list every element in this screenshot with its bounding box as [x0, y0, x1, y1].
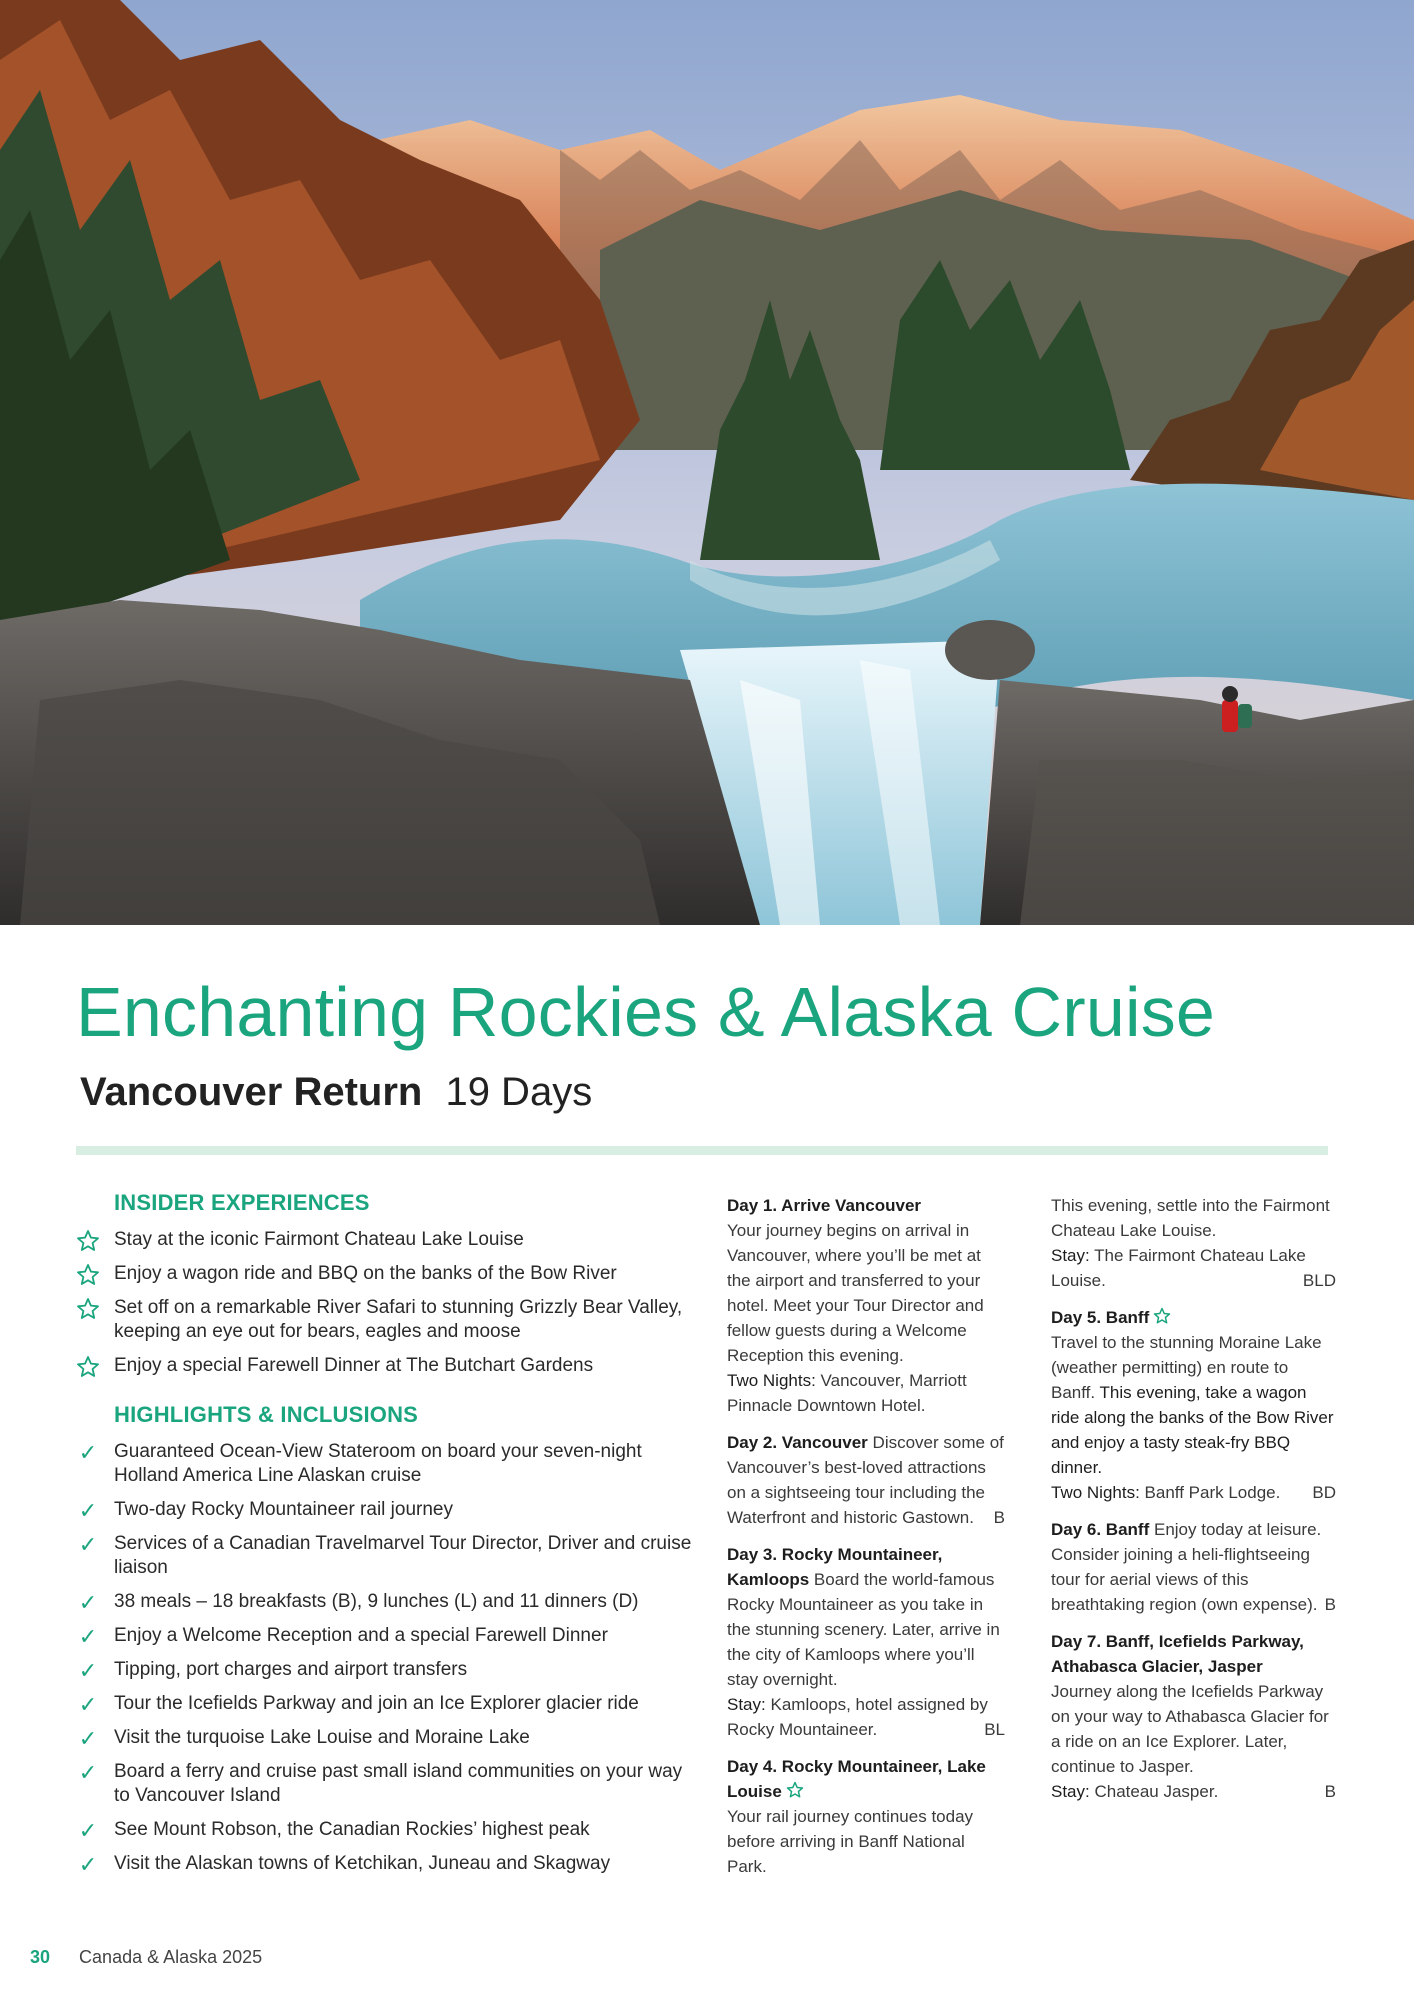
list-item-text: Visit the Alaskan towns of Ketchikan, Juneau and Skagway	[114, 1853, 611, 1874]
list-item-text: Board a ferry and cruise past small island communities on your way to Vancouver Island	[114, 1761, 683, 1806]
stay-label: Stay:	[1051, 1782, 1090, 1801]
day-heading: Day 4. Rocky Mountaineer, Lake Louise	[727, 1757, 986, 1801]
meal-code: BL	[984, 1720, 1005, 1739]
meal-code: B	[1324, 1595, 1336, 1614]
list-item-text: Services of a Canadian Travelmarvel Tour Director, Driver and cruise liaison	[114, 1533, 692, 1578]
checkmark-icon: ✓	[78, 1532, 98, 1557]
list-item-text: Enjoy a special Farewell Dinner at The Butchart Gardens	[114, 1355, 594, 1376]
day-heading: Day 1. Arrive Vancouver	[727, 1196, 922, 1215]
stay-value: Kamloops, hotel assigned by Rocky Mountaineer.	[727, 1695, 988, 1739]
day-heading: Day 7. Banff, Icefields Parkway, Athabasca Glacier, Jasper	[1051, 1632, 1304, 1676]
list-item-text: Enjoy a Welcome Reception and a special Farewell Dinner	[114, 1625, 608, 1646]
day-text: Enjoy today at leisure. Consider joining a heli-flightseeing tour for aerial views of this breathtaking region (own expense).	[1051, 1520, 1322, 1614]
page-footer	[30, 1947, 262, 1968]
day-text: Travel to the stunning Moraine Lake (weather permitting) en route to Banff.	[1051, 1333, 1322, 1402]
day-text: This evening, settle into the Fairmont Chateau Lake Louise.	[1051, 1196, 1330, 1240]
list-item	[76, 1354, 696, 1378]
itinerary-column-2	[1051, 1193, 1336, 1816]
day-text: Discover some of Vancouver’s best-loved attractions on a sightseeing tour including the Waterfront and historic Gastown.	[727, 1433, 1004, 1527]
stay-label: Two Nights:	[1051, 1483, 1140, 1502]
highlights-list	[76, 1440, 696, 1876]
day-4-continued	[1051, 1193, 1336, 1293]
checkmark-icon: ✓	[78, 1692, 98, 1717]
page-title: Enchanting Rockies & Alaska Cruise	[76, 973, 1216, 1051]
page-number: 30	[30, 1947, 51, 1967]
checkmark-icon: ✓	[78, 1440, 98, 1465]
day-text: Journey along the Icefields Parkway on your way to Athabasca Glacier for a ride on an Ice Explorer. Later, continue to Jasper.	[1051, 1682, 1329, 1776]
day-text: Board the world-famous Rocky Mountaineer as you take in the stunning scenery. Later, arrive in the city of Kamloops where you’ll stay overnight.	[727, 1570, 1000, 1689]
list-item	[76, 1658, 696, 1682]
day-7	[1051, 1629, 1336, 1804]
day-3	[727, 1542, 1005, 1742]
stay-value: The Fairmont Chateau Lake Louise.	[1051, 1246, 1306, 1290]
list-item	[76, 1440, 696, 1488]
stay-value: Banff Park Lodge.	[1144, 1483, 1281, 1502]
checkmark-icon: ✓	[78, 1818, 98, 1843]
checkmark-icon: ✓	[78, 1590, 98, 1615]
hero-photo	[0, 0, 1414, 925]
list-item	[76, 1818, 696, 1842]
day-5	[1051, 1305, 1336, 1505]
day-heading: Day 6. Banff	[1051, 1520, 1150, 1539]
checkmark-icon: ✓	[78, 1658, 98, 1683]
list-item	[76, 1296, 696, 1344]
list-item-text: Tipping, port charges and airport transfers	[114, 1659, 468, 1680]
stay-label: Two Nights:	[727, 1371, 816, 1390]
route: Vancouver Return	[80, 1070, 423, 1114]
stay-value: Chateau Jasper.	[1094, 1782, 1219, 1801]
day-heading: Day 5. Banff	[1051, 1308, 1150, 1327]
list-item	[76, 1590, 696, 1614]
checkmark-icon: ✓	[78, 1852, 98, 1877]
checkmark-icon: ✓	[78, 1624, 98, 1649]
features-column	[76, 1190, 696, 1886]
star-outline-icon	[76, 1297, 100, 1321]
day-1	[727, 1193, 1005, 1418]
list-item	[76, 1262, 696, 1286]
list-item-text: Visit the turquoise Lake Louise and Moraine Lake	[114, 1727, 530, 1748]
list-item-text: See Mount Robson, the Canadian Rockies’ highest peak	[114, 1819, 590, 1840]
list-item-text: Stay at the iconic Fairmont Chateau Lake Louise	[114, 1229, 524, 1250]
divider	[76, 1146, 1328, 1155]
insider-heading: INSIDER EXPERIENCES	[114, 1190, 370, 1215]
publication-name: Canada & Alaska 2025	[79, 1947, 263, 1967]
meal-code: BLD	[1302, 1271, 1336, 1290]
stay-label: Stay:	[727, 1695, 766, 1714]
list-item-text: Set off on a remarkable River Safari to stunning Grizzly Bear Valley, keeping an eye out for bears, eagles and moose	[114, 1297, 683, 1342]
stay-value: Vancouver, Marriott Pinnacle Downtown Hotel.	[727, 1371, 967, 1415]
checkmark-icon: ✓	[78, 1726, 98, 1751]
day-6	[1051, 1517, 1336, 1617]
list-item	[76, 1692, 696, 1716]
star-outline-icon	[76, 1355, 100, 1379]
day-text: Your rail journey continues today before arriving in Banff National Park.	[727, 1807, 974, 1876]
day-2	[727, 1430, 1005, 1530]
list-item-text: Enjoy a wagon ride and BBQ on the banks of the Bow River	[114, 1263, 617, 1284]
list-item	[76, 1852, 696, 1876]
star-outline-icon	[1153, 1307, 1171, 1325]
list-item	[76, 1760, 696, 1808]
meal-code: B	[993, 1508, 1005, 1527]
meal-code: B	[1324, 1782, 1336, 1801]
meal-code: BD	[1312, 1483, 1336, 1502]
list-item	[76, 1498, 696, 1522]
duration: 19 Days	[445, 1070, 593, 1114]
star-outline-icon	[76, 1263, 100, 1287]
highlights-heading: HIGHLIGHTS & INCLUSIONS	[114, 1402, 419, 1427]
itinerary-column-1	[727, 1193, 1005, 1891]
list-item	[76, 1532, 696, 1580]
list-item	[76, 1228, 696, 1252]
stay-label: Stay:	[1051, 1246, 1090, 1265]
checkmark-icon: ✓	[78, 1498, 98, 1523]
day-4	[727, 1754, 1005, 1879]
checkmark-icon: ✓	[78, 1760, 98, 1785]
list-item-text: Tour the Icefields Parkway and join an Ice Explorer glacier ride	[114, 1693, 639, 1714]
list-item	[76, 1624, 696, 1648]
trip-subtitle	[80, 1070, 592, 1115]
list-item-text: 38 meals – 18 breakfasts (B), 9 lunches (L) and 11 dinners (D)	[114, 1591, 639, 1612]
day-text-emphasis: This evening, take a wagon ride along the banks of the Bow River and enjoy a tasty steak-fry BBQ dinner.	[1051, 1383, 1334, 1477]
list-item-text: Two-day Rocky Mountaineer rail journey	[114, 1499, 453, 1520]
list-item-text: Guaranteed Ocean-View Stateroom on board your seven-night Holland America Line Alaskan cruise	[114, 1441, 642, 1486]
day-heading: Day 3. Rocky Mountaineer, Kamloops	[727, 1545, 943, 1589]
star-outline-icon	[786, 1781, 804, 1799]
insider-list	[76, 1228, 696, 1378]
star-outline-icon	[76, 1229, 100, 1253]
day-heading: Day 2. Vancouver	[727, 1433, 868, 1452]
mountain-waterfall-illustration	[0, 0, 1414, 925]
list-item	[76, 1726, 696, 1750]
day-text: Your journey begins on arrival in Vancouver, where you’ll be met at the airport and transferred to your hotel. Meet your Tour Director and fellow guests during a Welcome Reception this evening.	[727, 1221, 984, 1365]
